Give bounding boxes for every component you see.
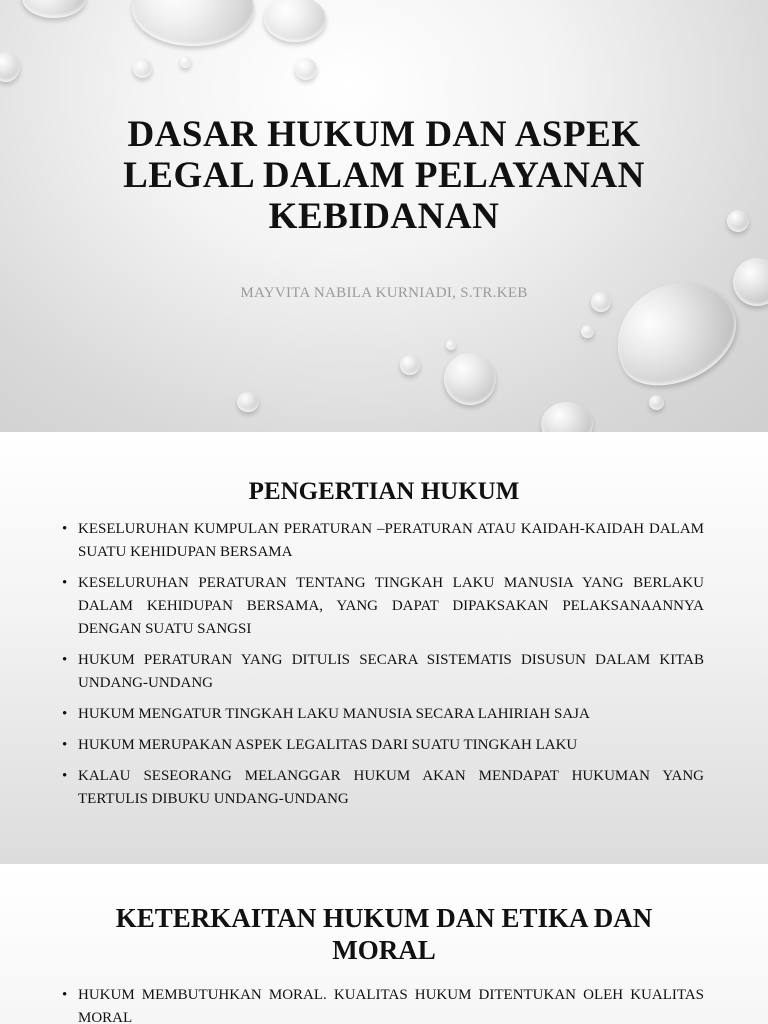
author-subtitle: MAYVITA NABILA KURNIADI, S.TR.KEB — [240, 285, 528, 301]
bullet-icon: • — [62, 521, 68, 537]
water-drop-decoration — [400, 355, 420, 375]
water-drop-decoration — [446, 340, 456, 350]
water-drop-decoration — [132, 0, 254, 46]
water-drop-decoration — [237, 392, 259, 412]
list-item-text: HUKUM MEMBUTUHKAN MORAL. KUALITAS HUKUM DITENTUKAN OLEH KUALITAS MORAL — [78, 987, 704, 1024]
bullet-icon: • — [62, 768, 68, 784]
list-item-text: KESELURUHAN PERATURAN TENTANG TINGKAH LAKU MANUSIA YANG BERLAKU DALAM KEHIDUPAN BERSAMA, YANG DAPAT DIPAKSAKAN PELAKSANAANNYA DENGAN SUATU SANGSI — [78, 575, 704, 637]
water-drop-decoration — [541, 402, 593, 432]
heading-line: KETERKAITAN HUKUM DAN ETIKA DAN — [115, 903, 653, 933]
list-item — [62, 572, 704, 641]
water-drop-decoration — [649, 395, 664, 410]
water-drop-decoration — [727, 210, 749, 232]
slide-heading — [60, 902, 708, 966]
bullet-icon: • — [62, 737, 68, 753]
water-drop-decoration — [180, 56, 191, 68]
title-slide — [0, 0, 768, 432]
water-drop-decoration — [0, 52, 20, 82]
list-item-text: HUKUM MERUPAKAN ASPEK LEGALITAS DARI SUATU TINGKAH LAKU — [78, 737, 578, 753]
water-drop-decoration — [733, 258, 768, 306]
relation-slide — [0, 868, 768, 1024]
water-drop-decoration — [133, 59, 152, 78]
water-drop-decoration — [444, 353, 496, 405]
title-line: KEBIDANAN — [268, 196, 500, 237]
heading-line: MORAL — [332, 935, 436, 965]
list-item-text: KESELURUHAN KUMPULAN PERATURAN –PERATURAN ATAU KAIDAH-KAIDAH DALAM SUATU KEHIDUPAN BERSAMA — [78, 521, 704, 560]
bullet-icon: • — [62, 987, 68, 1003]
title-line: LEGAL DALAM PELAYANAN — [123, 155, 645, 196]
definition-slide — [0, 432, 768, 864]
slide-heading: PENGERTIAN HUKUM — [248, 478, 520, 505]
water-drop-decoration — [581, 325, 594, 338]
list-item — [62, 765, 704, 811]
list-item — [62, 734, 704, 757]
list-item — [62, 703, 704, 726]
list-item-text: HUKUM PERATURAN YANG DITULIS SECARA SISTEMATIS DISUSUN DALAM KITAB UNDANG-UNDANG — [78, 652, 704, 691]
bullet-list — [62, 518, 704, 819]
bullet-icon: • — [62, 652, 68, 668]
water-drop-decoration — [264, 0, 326, 42]
list-item-text: HUKUM MENGATUR TINGKAH LAKU MANUSIA SECARA LAHIRIAH SAJA — [78, 706, 590, 722]
list-item — [62, 984, 704, 1024]
slide-title — [60, 114, 708, 237]
bullet-icon: • — [62, 575, 68, 591]
bullet-icon: • — [62, 706, 68, 722]
bullet-list — [62, 984, 704, 1024]
list-item — [62, 649, 704, 695]
list-item — [62, 518, 704, 564]
list-item-text: KALAU SESEORANG MELANGGAR HUKUM AKAN MENDAPAT HUKUMAN YANG TERTULIS DIBUKU UNDANG-UNDANG — [78, 768, 704, 807]
water-drop-decoration — [22, 0, 86, 18]
title-line: DASAR HUKUM DAN ASPEK — [127, 114, 641, 155]
water-drop-decoration — [295, 58, 317, 80]
